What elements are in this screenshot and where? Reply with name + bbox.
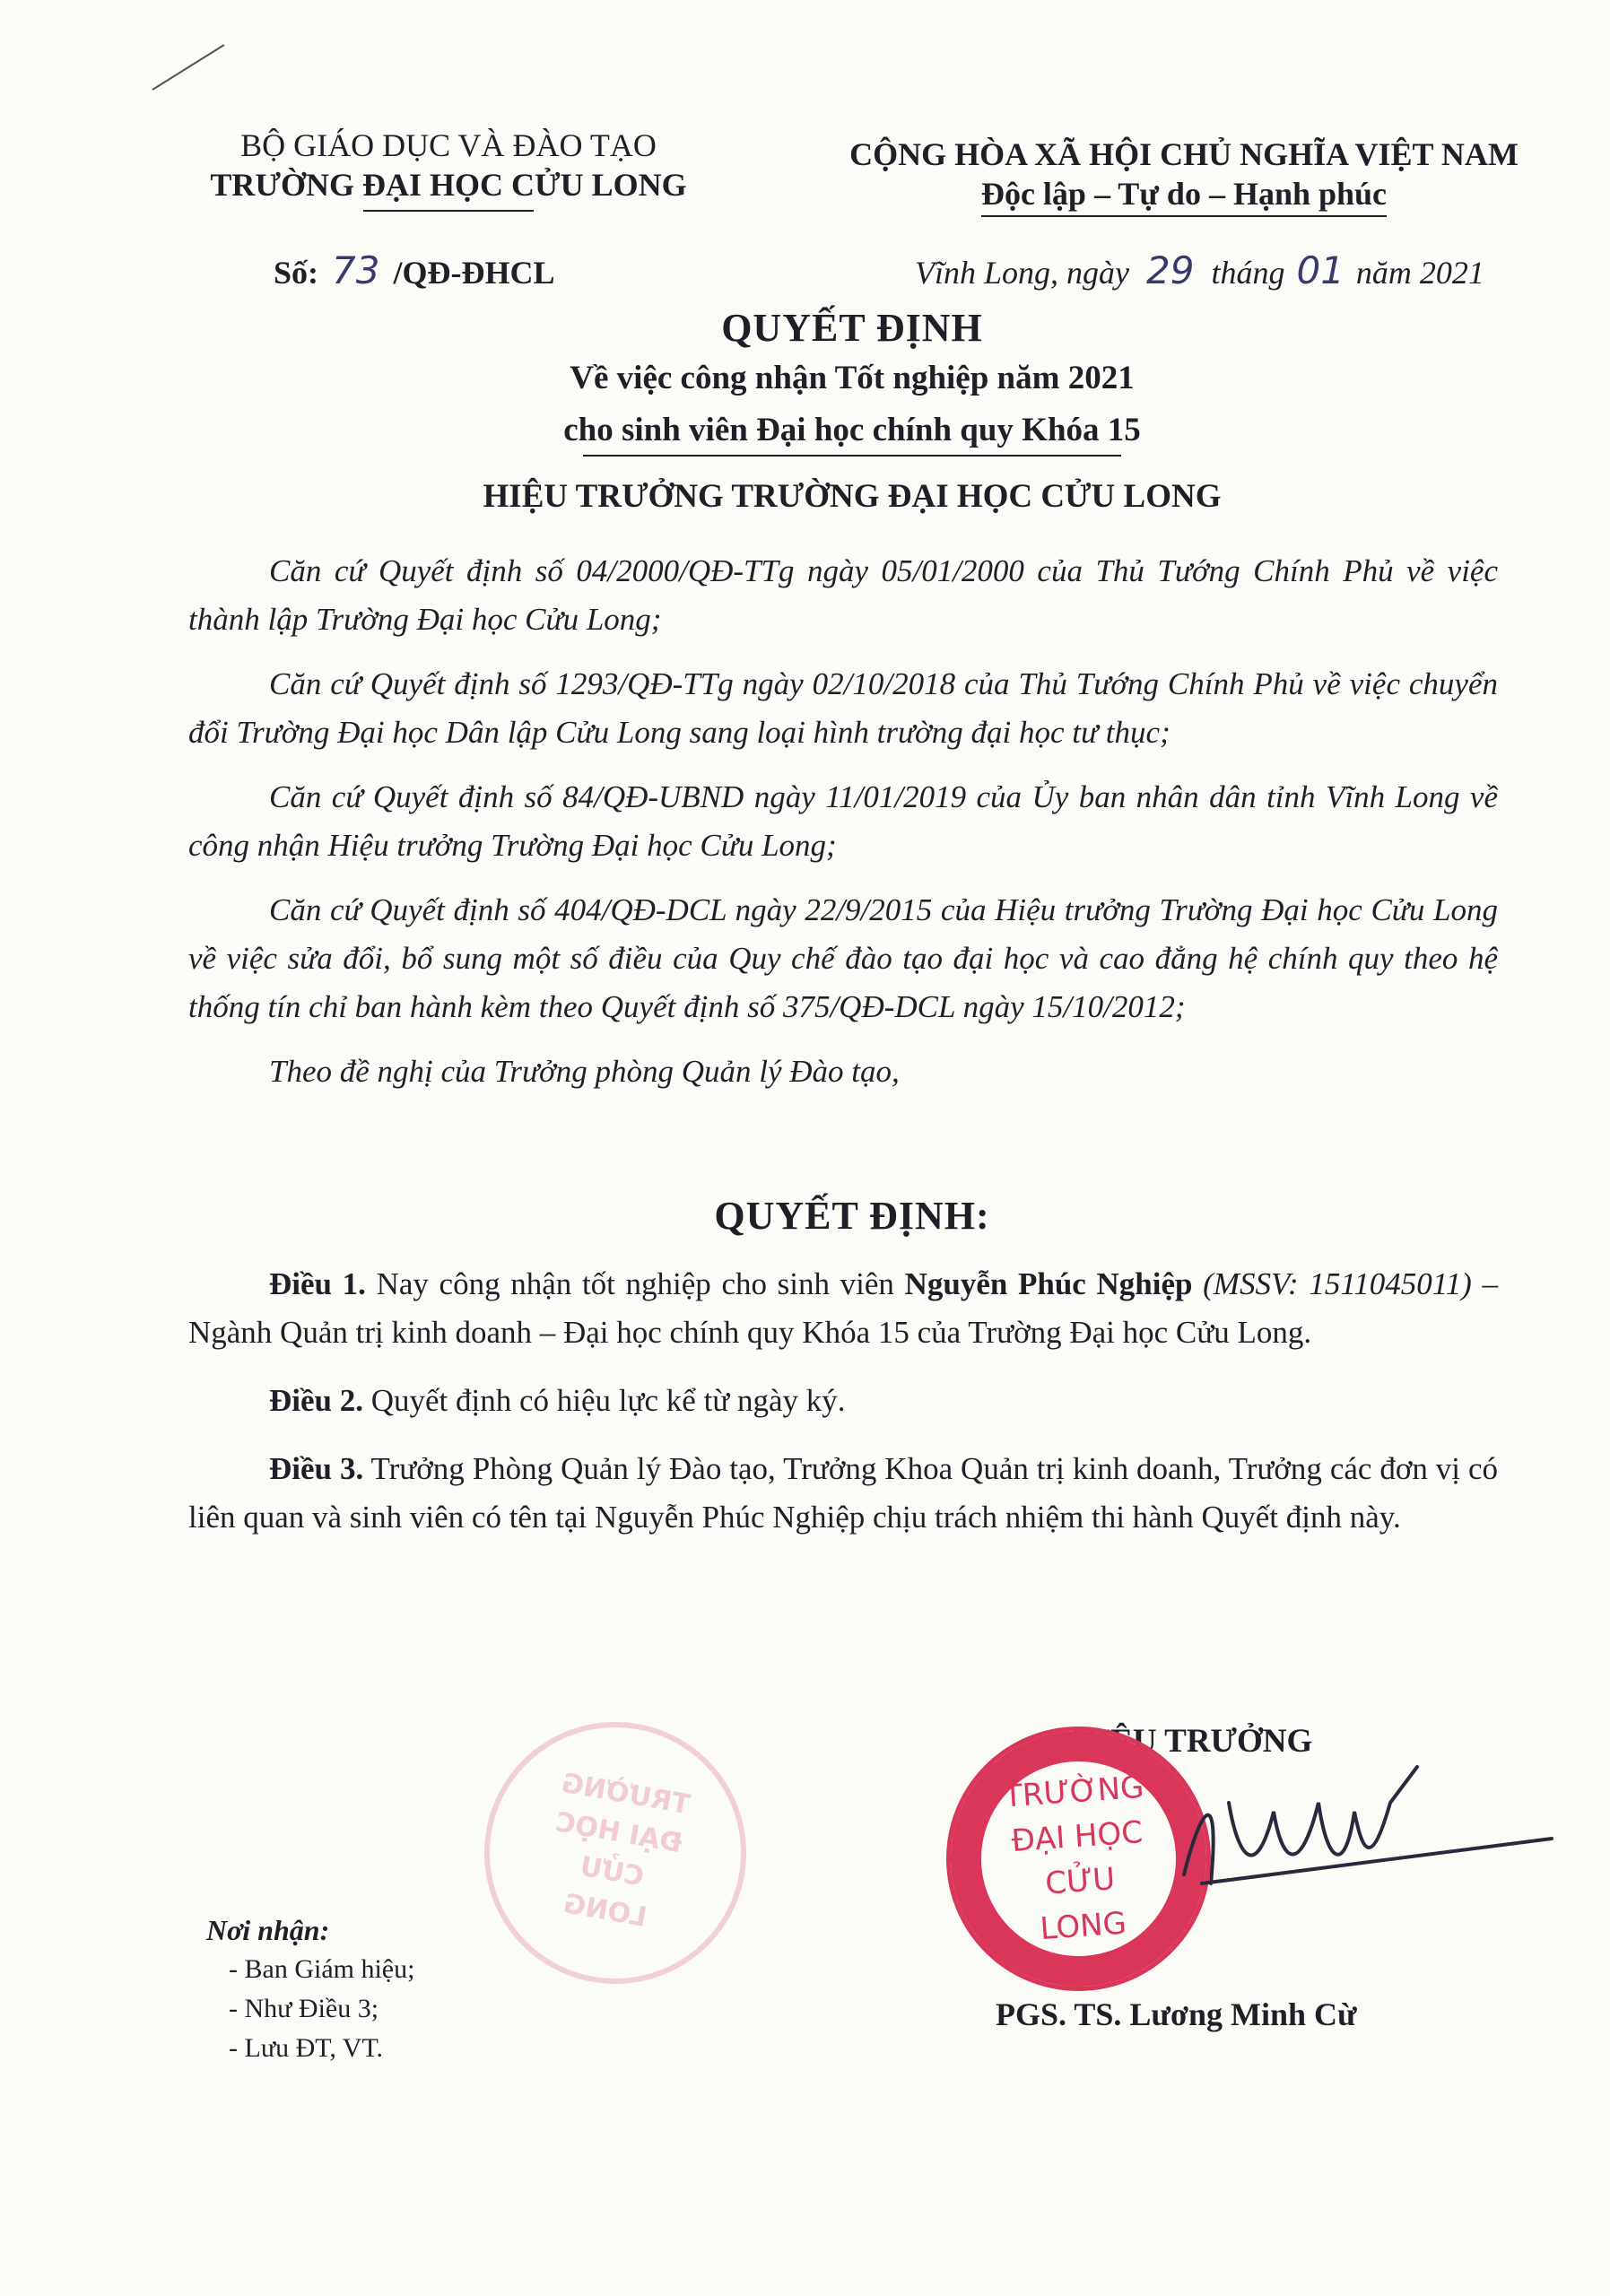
basis-paragraph: Căn cứ Quyết định số 1293/QĐ-TTg ngày 02/10/2018 của Thủ Tướng Chính Phủ về việc chuyển đổi Trường Đại học Dân lập Cửu Long sang loại hình trường đại học tư thục; [188, 666, 1498, 750]
motto: Độc lập – Tự do – Hạnh phúc [981, 174, 1387, 217]
recipients-block [206, 1910, 414, 2068]
recipient-item: - Lưu ĐT, VT. [229, 2033, 384, 2063]
header-right [825, 135, 1543, 217]
authority-heading: HIỆU TRƯỞNG TRƯỜNG ĐẠI HỌC CỬU LONG [483, 478, 1222, 515]
basis-paragraph: Theo đề nghị của Trưởng phòng Quản lý Đào tạo, [269, 1054, 900, 1089]
article-3: Điều 3. Trưởng Phòng Quản lý Đào tạo, Trưởng Khoa Quản trị kinh doanh, Trưởng các đơn vị có liên quan và sinh viên có tên tại Nguyễn Phúc Nghiệp chịu trách nhiệm thi hành Quyết định này. [188, 1451, 1498, 1535]
header-left [179, 126, 718, 212]
article-1: Điều 1. Nay công nhận tốt nghiệp cho sinh viên Nguyễn Phúc Nghiệp (MSSV: 1511045011) – Ngành Quản trị kinh doanh – Đại học chính quy Khóa 15 của Trường Đại học Cửu Long. [188, 1266, 1498, 1350]
signer-role: HIỆU TRƯỞNG [1072, 1723, 1313, 1760]
signer-name: PGS. TS. Lương Minh Cừ [996, 1996, 1357, 2032]
student-id: (MSSV: 1511045011) [1192, 1266, 1472, 1301]
official-red-stamp: TRƯỜNG ĐẠI HỌC CỬU LONG [937, 1718, 1220, 2000]
decision-subtitle-2: cho sinh viên Đại học chính quy Khóa 15 [563, 412, 1141, 448]
handwritten-day: 29 [1146, 248, 1195, 292]
recipients-heading: Nơi nhận: [206, 1914, 330, 1946]
signature-scribble [1148, 1749, 1561, 1928]
basis-section [188, 547, 1498, 1096]
date-line: Vĩnh Long, ngày 29 tháng 01 năm 2021 [915, 248, 1484, 292]
student-name: Nguyễn Phúc Nghiệp [904, 1266, 1193, 1301]
header-left-underline [363, 210, 534, 212]
document-number: Số: 73 /QĐ-ĐHCL [274, 248, 555, 292]
handwritten-month: 01 [1296, 248, 1345, 292]
country-name: CỘNG HÒA XÃ HỘI CHỦ NGHĨA VIỆT NAM [849, 136, 1519, 172]
handwritten-number: 73 [332, 248, 380, 292]
recipient-item: - Ban Giám hiệu; [229, 1954, 415, 1984]
articles-section [188, 1260, 1498, 1542]
recipient-item: - Như Điều 3; [229, 1994, 379, 2023]
basis-paragraph: Căn cứ Quyết định số 04/2000/QĐ-TTg ngày 05/01/2000 của Thủ Tướng Chính Phủ về việc thành lập Trường Đại học Cửu Long; [188, 553, 1498, 637]
decision-title: QUYẾT ĐỊNH [721, 306, 983, 350]
pen-stroke-mark [144, 36, 233, 99]
basis-paragraph: Căn cứ Quyết định số 404/QĐ-DCL ngày 22/9/2015 của Hiệu trưởng Trường Đại học Cửu Long về việc sửa đổi, bổ sung một số điều của Quy chế đào tạo đại học và cao đẳng hệ chính quy theo hệ thống tín chỉ ban hành kèm theo Quyết định số 375/QĐ-DCL ngày 15/10/2012; [188, 892, 1498, 1024]
basis-paragraph: Căn cứ Quyết định số 84/QĐ-UBND ngày 11/01/2019 của Ủy ban nhân dân tỉnh Vĩnh Long về công nhận Hiệu trưởng Trường Đại học Cửu Long; [188, 779, 1498, 863]
decides-heading: QUYẾT ĐỊNH: [714, 1194, 990, 1238]
title-block [269, 305, 1435, 526]
decision-subtitle-1: Về việc công nhận Tốt nghiệp năm 2021 [570, 360, 1135, 396]
ministry-name: BỘ GIÁO DỤC VÀ ĐÀO TẠO [240, 127, 657, 163]
school-name: TRƯỜNG ĐẠI HỌC CỬU LONG [210, 167, 687, 203]
article-2: Điều 2. Quyết định có hiệu lực kể từ ngày ký. [269, 1383, 846, 1418]
bleed-through-stamp: TRƯỜNG ĐẠI HỌC CỬU LONG [464, 1701, 767, 2005]
